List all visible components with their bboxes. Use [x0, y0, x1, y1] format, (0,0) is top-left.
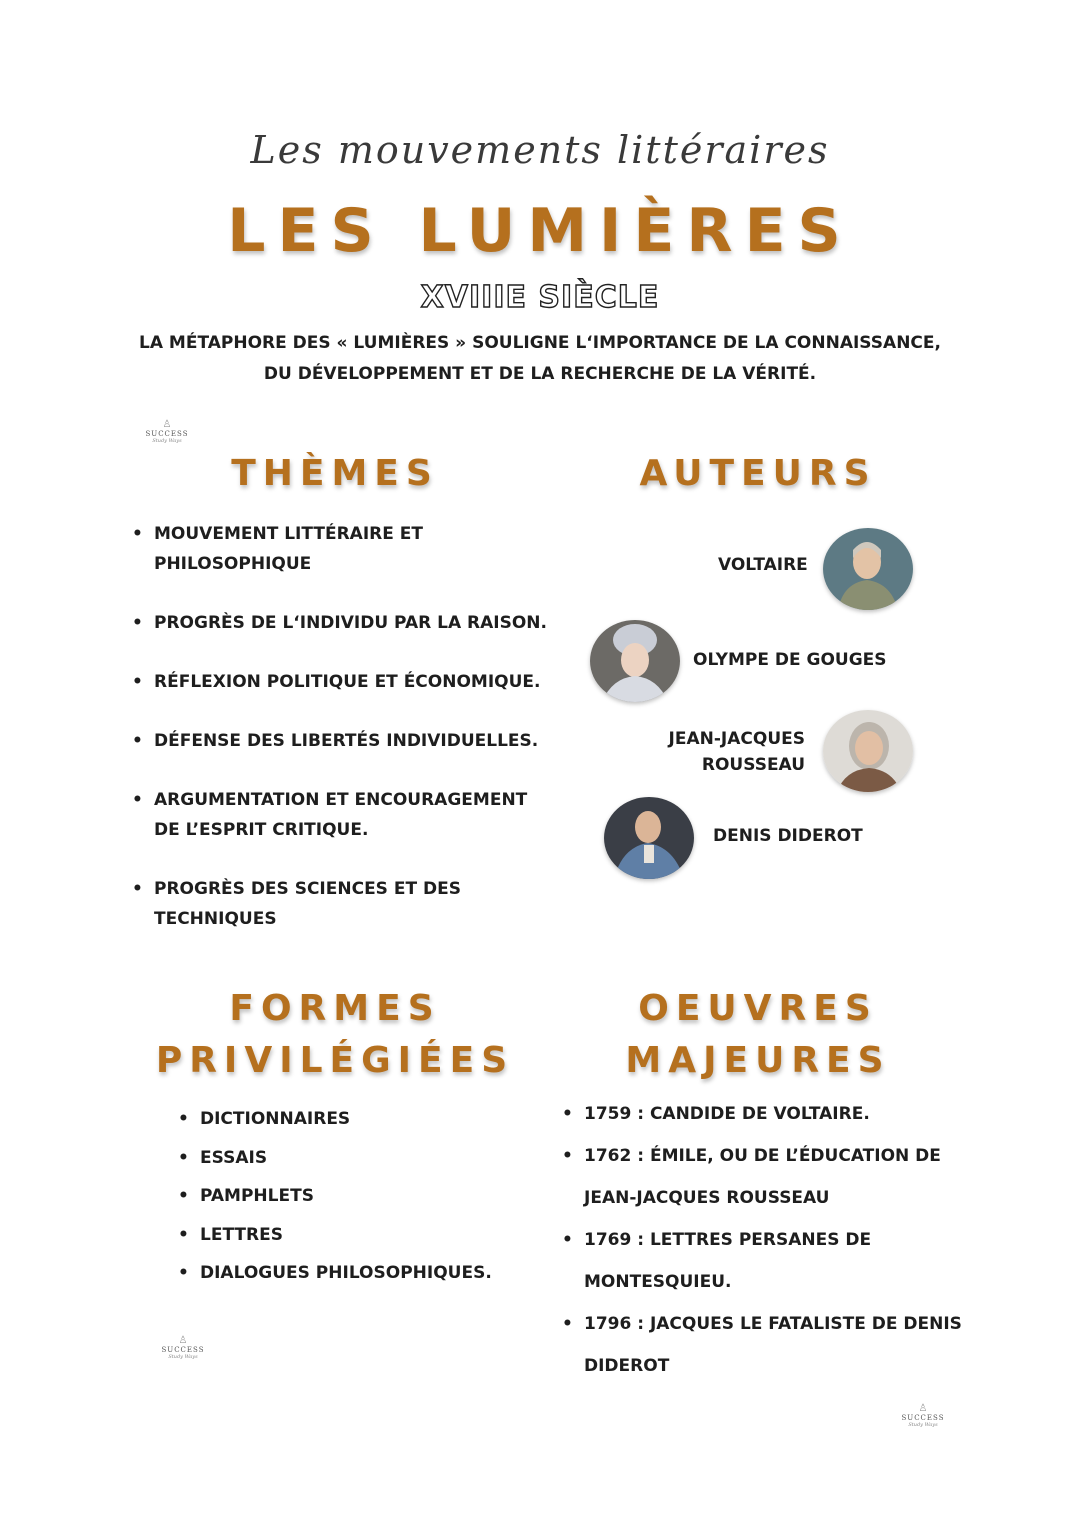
success-logo	[153, 1336, 213, 1360]
diderot-portrait	[604, 797, 694, 879]
intro-line-1: LA MÉTAPHORE DES « LUMIÈRES » SOULIGNE L‘IMPORTANCE DE LA CONNAISSANCE,	[139, 333, 941, 353]
author-name-rousseau	[650, 726, 805, 778]
oeuvres-list	[562, 1093, 962, 1387]
intro-text	[120, 328, 960, 390]
formes-title	[150, 983, 520, 1087]
page-title: LES LUMIÈRES	[227, 196, 853, 266]
list-item: • 1769 : LETTRES PERSANES DE MONTESQUIEU.	[562, 1219, 884, 1303]
list-item: • DIALOGUES PHILOSOPHIQUES.	[178, 1254, 538, 1293]
formes-list	[178, 1100, 538, 1293]
list-item: • MOUVEMENT LITTÉRAIRE ET PHILOSOPHIQUE	[132, 519, 454, 579]
list-item: • DÉFENSE DES LIBERTÉS INDIVIDUELLES.	[132, 726, 552, 756]
oeuvres-title	[608, 983, 908, 1087]
author-name-gouges: OLYMPE DE GOUGES	[693, 650, 887, 670]
logo-mark-icon: ♙	[178, 1335, 188, 1346]
list-item: • 1759 : CANDIDE DE VOLTAIRE.	[562, 1093, 962, 1135]
list-item: • PROGRÈS DES SCIENCES ET DES TECHNIQUES	[132, 874, 474, 934]
list-item: • LETTRES	[178, 1216, 538, 1255]
logo-mark-icon: ♙	[918, 1403, 928, 1414]
olympe-de-gouges-portrait	[590, 620, 680, 702]
century-label: XVIIIE SIÈCLE	[420, 280, 660, 315]
success-logo	[893, 1404, 953, 1428]
logo-word: SUCCESS	[901, 1414, 945, 1422]
list-item: • DICTIONNAIRES	[178, 1100, 538, 1139]
list-item: • PAMPHLETS	[178, 1177, 538, 1216]
formes-title-line1: FORMES	[229, 988, 441, 1029]
list-item: • 1762 : ÉMILE, OU DE L’ÉDUCATION DE JEAN-JACQUES ROUSSEAU	[562, 1135, 954, 1219]
themes-title: THÈMES	[231, 453, 439, 494]
themes-list	[132, 519, 552, 963]
rousseau-portrait	[823, 710, 913, 792]
list-item: • PROGRÈS DE L‘INDIVIDU PAR LA RAISON.	[132, 608, 552, 638]
list-item: • 1796 : JACQUES LE FATALISTE DE DENIS DIDEROT	[562, 1303, 976, 1387]
list-item: • ARGUMENTATION ET ENCOURAGEMENT DE L’ESPRIT CRITIQUE.	[132, 785, 544, 845]
list-item: • ESSAIS	[178, 1139, 538, 1178]
auteurs-title: AUTEURS	[639, 453, 877, 494]
voltaire-portrait	[823, 528, 913, 610]
script-subtitle: Les mouvements littéraires	[250, 128, 830, 172]
author-name-rousseau-line2: ROUSSEAU	[701, 755, 805, 775]
logo-word: SUCCESS	[145, 430, 189, 438]
author-name-voltaire: VOLTAIRE	[718, 555, 808, 575]
oeuvres-title-line1: OEUVRES	[638, 988, 878, 1029]
oeuvres-title-line2: MAJEURES	[625, 1040, 891, 1081]
author-name-rousseau-line1: JEAN-JACQUES	[668, 729, 805, 749]
logo-sub: Study Ways	[908, 1422, 938, 1428]
author-name-diderot: DENIS DIDEROT	[713, 826, 863, 846]
logo-word: SUCCESS	[161, 1346, 205, 1354]
intro-line-2: DU DÉVELOPPEMENT ET DE LA RECHERCHE DE LA VÉRITÉ.	[263, 364, 817, 384]
list-item: • RÉFLEXION POLITIQUE ET ÉCONOMIQUE.	[132, 667, 552, 697]
formes-title-line2: PRIVILÉGIÉES	[155, 1040, 515, 1081]
logo-mark-icon: ♙	[162, 419, 172, 430]
logo-sub: Study Ways	[168, 1354, 198, 1360]
logo-sub: Study Ways	[152, 438, 182, 444]
success-logo	[137, 420, 197, 444]
